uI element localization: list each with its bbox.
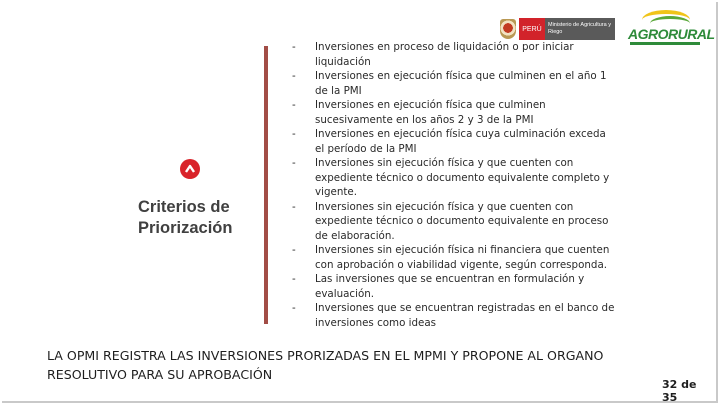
bullet-dash: - <box>292 200 296 213</box>
list-item <box>292 40 617 69</box>
criterion-text: Inversiones que se encuentran registradas en el banco de inversiones como ideas <box>315 302 615 329</box>
bullet-dash: - <box>292 99 296 111</box>
peru-label: PERÚ <box>519 18 545 40</box>
list-item <box>292 301 617 330</box>
government-logo <box>500 17 618 41</box>
ministry-label: Ministerio de Agricultura y Riego <box>545 18 615 40</box>
criterion-text: Inversiones sin ejecución física ni financiera que cuenten con aprobación o viabilidad vigente, según corresponda. <box>315 244 610 271</box>
agrorural-logo <box>628 10 715 46</box>
list-item <box>292 200 617 244</box>
bullet-dash: - <box>292 41 296 53</box>
criterion-text: Inversiones sin ejecución física y que cuenten con expediente técnico o documento equivalente en proceso de elaboración. <box>315 200 609 242</box>
list-item <box>292 156 617 200</box>
criterion-text: Inversiones en ejecución física que culminen sucesivamente en los años 2 y 3 de la PMI <box>315 99 546 126</box>
list-item <box>292 243 617 272</box>
page-number: 32 de 35 <box>662 378 697 404</box>
agrorural-wordmark: AGRORURAL <box>628 26 715 42</box>
list-item <box>292 69 617 98</box>
criterion-text: Inversiones sin ejecución física y que cuenten con expediente técnico o documento equivalente completo y vigente. <box>315 157 610 198</box>
bullet-dash: - <box>292 157 296 169</box>
list-item <box>292 127 617 156</box>
bullet-dash: - <box>292 70 296 82</box>
bullet-dash: - <box>292 273 296 285</box>
section-title: Criterios de Priorización <box>138 198 233 237</box>
bullet-dash: - <box>292 302 296 314</box>
criterion-text: Las inversiones que se encuentran en formulación y evaluación. <box>315 273 585 300</box>
coat-of-arms-icon <box>500 19 516 39</box>
bullet-dash: - <box>292 244 296 256</box>
divider-bar <box>264 46 268 324</box>
list-item <box>292 272 617 301</box>
list-item <box>292 98 617 127</box>
footer-statement: LA OPMI REGISTRA LAS INVERSIONES PRORIZADAS EN EL MPMI Y PROPONE AL ORGANO RESOLUTIVO PARA SU APROBACIÓN <box>47 348 604 382</box>
criterion-text: Inversiones en proceso de liquidación o por iniciar liquidación <box>315 41 574 68</box>
criterion-text: Inversiones en ejecución física cuya culminación exceda el período de la PMI <box>315 128 606 155</box>
chevron-up-icon <box>180 159 200 179</box>
agrorural-underline <box>630 42 700 45</box>
criterion-text: Inversiones en ejecución física que culminen en el año 1 de la PMI <box>315 70 607 97</box>
criteria-list <box>292 40 617 330</box>
bullet-dash: - <box>292 128 296 140</box>
